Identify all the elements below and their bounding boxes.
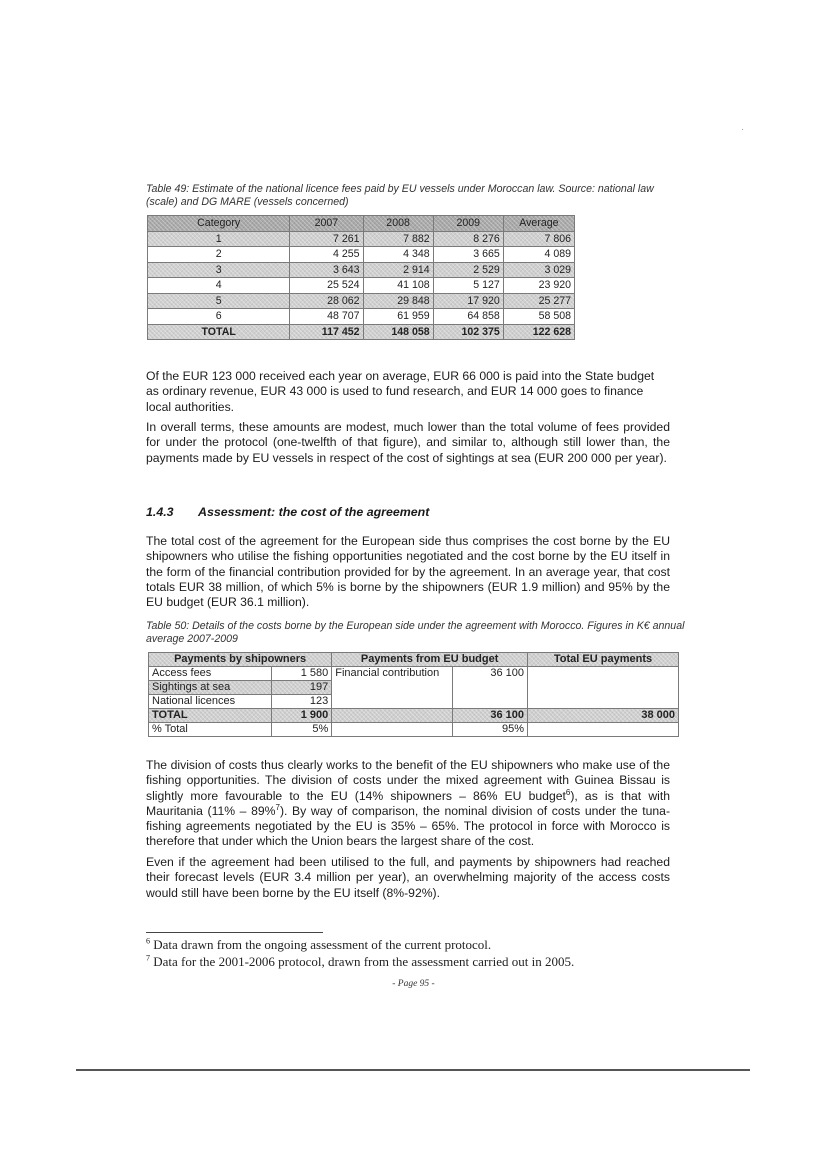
text-run: ), as is that with Mauritania (11% – 89% [146, 788, 670, 818]
footnote-text: Data for the 2001-2006 protocol, drawn from the assessment carried out in 2005. [150, 954, 575, 969]
table-49-caption: Table 49: Estimate of the national licence fees paid by EU vessels under Moroccan law. Source: national law (scale) and DG MARE (vessels concerned) [146, 183, 654, 208]
cell-total-average: 122 628 [503, 324, 574, 340]
cell-average: 25 277 [503, 293, 574, 309]
paragraph-full-utilisation: Even if the agreement had been utilised to the full, and payments by shipowners had reached their forecast levels (EUR 3.4 million per year), an overwhelming majority of the access costs would still have been borne by the EU itself (8%-92%). [146, 855, 670, 900]
paragraph-overall-terms: In overall terms, these amounts are modest, much lower than the total volume of fees provided for under the protocol (one-twelfth of that figure), and similar to, although still lower than, the payments made by EU vessels in respect of the cost of sightings at sea (EUR 200 000 per year). [146, 420, 670, 465]
cell-percent-label: % Total [149, 723, 272, 737]
column-header-2008: 2008 [363, 216, 433, 232]
section-number: 1.4.3 [146, 505, 174, 519]
cell-label: Access fees [149, 667, 272, 681]
cell-total-eu-empty [528, 667, 679, 709]
cell-category: 6 [148, 309, 290, 325]
table-header-row [149, 653, 679, 667]
column-header-eu-budget: Payments from EU budget [332, 653, 528, 667]
cell-category: 3 [148, 262, 290, 278]
cell-value: 1 580 [271, 667, 331, 681]
cell-2007: 48 707 [290, 309, 363, 325]
footnote-mark: 6 [146, 936, 150, 946]
cell-category: 2 [148, 247, 290, 263]
cell-label: Sightings at sea [149, 681, 272, 695]
table-total-row [148, 324, 575, 340]
table-row [148, 262, 575, 278]
cell-average: 7 806 [503, 231, 574, 247]
cell-2008: 2 914 [363, 262, 433, 278]
cell-empty [332, 709, 453, 723]
cell-value: 123 [271, 695, 331, 709]
table-header-row [148, 216, 575, 232]
footnote-separator [146, 932, 323, 933]
cell-2008: 29 848 [363, 293, 433, 309]
cell-2007: 7 261 [290, 231, 363, 247]
cell-2009: 8 276 [433, 231, 503, 247]
cell-2009: 2 529 [433, 262, 503, 278]
cell-label: National licences [149, 695, 272, 709]
cell-2007: 4 255 [290, 247, 363, 263]
cell-eu-budget-value: 36 100 [453, 667, 528, 709]
column-header-shipowners: Payments by shipowners [149, 653, 332, 667]
cell-2008: 41 108 [363, 278, 433, 294]
cell-percent-shipowners: 5% [271, 723, 331, 737]
column-header-total-eu: Total EU payments [528, 653, 679, 667]
cell-total-eu-budget: 36 100 [453, 709, 528, 723]
cell-category: 5 [148, 293, 290, 309]
section-heading [146, 505, 429, 519]
text-run: ). By way of comparison, the nominal division of costs under the tuna-fishing agreements negotiated by the EU is 35% – 65%. The protocol in force with Morocco is therefore that under which the Union bears the largest share of the cost. [146, 803, 671, 849]
table-49-licence-fees [147, 215, 575, 340]
table-row [148, 231, 575, 247]
cell-category: 1 [148, 231, 290, 247]
cell-2007: 3 643 [290, 262, 363, 278]
cell-total-2009: 102 375 [433, 324, 503, 340]
cell-category: 4 [148, 278, 290, 294]
table-row [148, 293, 575, 309]
column-header-category: Category [148, 216, 290, 232]
footnote-ref-6[interactable]: 6 [565, 787, 571, 797]
section-title: Assessment: the cost of the agreement [198, 505, 430, 519]
cell-total-2007: 117 452 [290, 324, 363, 340]
cell-2007: 28 062 [290, 293, 363, 309]
footnote-6 [146, 937, 491, 952]
cell-total-2008: 148 058 [363, 324, 433, 340]
cell-empty [332, 723, 453, 737]
cell-total-label: TOTAL [149, 709, 272, 723]
table-row [148, 247, 575, 263]
cell-value: 197 [271, 681, 331, 695]
table-row [148, 309, 575, 325]
cell-percent-eu-budget: 95% [453, 723, 528, 737]
cell-total-label: TOTAL [148, 324, 290, 340]
table-row [148, 278, 575, 294]
cell-2008: 7 882 [363, 231, 433, 247]
table-row [149, 667, 679, 681]
column-header-average: Average [503, 216, 574, 232]
cell-2008: 4 348 [363, 247, 433, 263]
cell-total-eu-payments: 38 000 [528, 709, 679, 723]
cell-average: 4 089 [503, 247, 574, 263]
paragraph-licence-revenue-use: Of the EUR 123 000 received each year on average, EUR 66 000 is paid into the State budget as ordinary revenue, EUR 43 000 is used to fund research, and EUR 14 000 goes to finance local authorities. [146, 369, 655, 414]
cell-average: 23 920 [503, 278, 574, 294]
footnote-text: Data drawn from the ongoing assessment of the current protocol. [150, 937, 492, 952]
cell-2009: 17 920 [433, 293, 503, 309]
scan-mark [742, 129, 743, 130]
cell-total-shipowners: 1 900 [271, 709, 331, 723]
cell-2009: 64 858 [433, 309, 503, 325]
column-header-2009: 2009 [433, 216, 503, 232]
table-50-caption: Table 50: Details of the costs borne by the European side under the agreement with Morocco. Figures in K€ annual average 2007-2009 [146, 620, 685, 645]
text-run: The division of costs thus clearly works to the benefit of the EU shipowners who make use of the fishing opportunities. The division of costs under the mixed agreement with Guinea Bissau is slightly more favourable to the EU (14% shipowners – 86% EU budget [146, 758, 670, 803]
cell-2009: 3 665 [433, 247, 503, 263]
table-percent-row [149, 723, 679, 737]
cell-2007: 25 524 [290, 278, 363, 294]
cell-2008: 61 959 [363, 309, 433, 325]
footnote-ref-7[interactable]: 7 [275, 802, 280, 812]
cell-average: 58 508 [503, 309, 574, 325]
table-50-cost-breakdown [148, 652, 679, 737]
page-bottom-rule [76, 1069, 750, 1071]
column-header-2007: 2007 [290, 216, 363, 232]
paragraph-division-of-costs [146, 758, 670, 850]
cell-2009: 5 127 [433, 278, 503, 294]
cell-eu-budget-label: Financial contribution [332, 667, 453, 709]
footnote-7 [146, 954, 574, 969]
page-number: - Page 95 - [392, 979, 435, 989]
footnote-mark: 7 [146, 953, 150, 963]
cell-average: 3 029 [503, 262, 574, 278]
table-total-row [149, 709, 679, 723]
cell-empty [528, 723, 679, 737]
paragraph-total-cost: The total cost of the agreement for the European side thus comprises the cost borne by the EU shipowners who utilise the fishing opportunities negotiated and the cost borne by the EU itself in the form of the financial contribution provided for by the agreement. In an average year, that cost totals EUR 38 million, of which 5% is borne by the shipowners (EUR 1.9 million) and 95% by the EU budget (EUR 36.1 million). [146, 534, 670, 610]
